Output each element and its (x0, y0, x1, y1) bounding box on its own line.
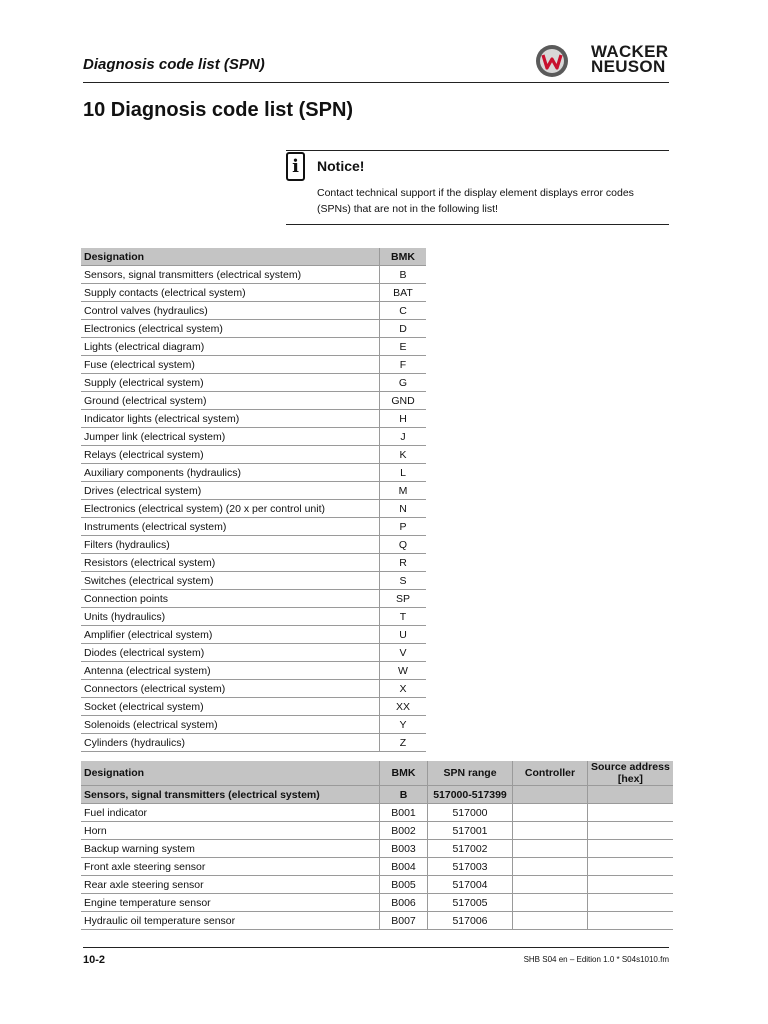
cell-designation: Lights (electrical diagram) (81, 338, 380, 356)
cell-bmk: Y (380, 716, 427, 734)
cell-designation: Connectors (electrical system) (81, 680, 380, 698)
cell-bmk: S (380, 572, 427, 590)
cell-spn: 517003 (428, 858, 513, 876)
cell-bmk: H (380, 410, 427, 428)
spn-table (81, 761, 673, 930)
table-row (81, 428, 426, 446)
cell-bmk: Q (380, 536, 427, 554)
cell-designation: Relays (electrical system) (81, 446, 380, 464)
table-row (81, 590, 426, 608)
table-row (81, 876, 673, 894)
cell-bmk: Z (380, 734, 427, 752)
cell-designation: Switches (electrical system) (81, 572, 380, 590)
table-row (81, 266, 426, 284)
cell-bmk: N (380, 500, 427, 518)
cell-bmk: B001 (380, 804, 428, 822)
table-row (81, 912, 673, 930)
cell-bmk: B006 (380, 894, 428, 912)
column-header-controller: Controller (513, 761, 588, 786)
cell-designation: Cylinders (hydraulics) (81, 734, 380, 752)
table-row (81, 374, 426, 392)
group-designation: Sensors, signal transmitters (electrical system) (81, 786, 380, 804)
table-header-row (81, 248, 426, 266)
cell-controller (513, 858, 588, 876)
table-row (81, 894, 673, 912)
table-row (81, 662, 426, 680)
cell-designation: Sensors, signal transmitters (electrical system) (81, 266, 380, 284)
cell-controller (513, 894, 588, 912)
cell-bmk: GND (380, 392, 427, 410)
cell-spn: 517001 (428, 822, 513, 840)
cell-source-address (588, 804, 673, 822)
cell-controller (513, 876, 588, 894)
group-source-address (588, 786, 673, 804)
table-row (81, 804, 673, 822)
cell-bmk: C (380, 302, 427, 320)
cell-bmk: L (380, 464, 427, 482)
cell-bmk: XX (380, 698, 427, 716)
table-row (81, 554, 426, 572)
table-row (81, 572, 426, 590)
cell-designation: Electronics (electrical system) (20 x per control unit) (81, 500, 380, 518)
cell-designation: Front axle steering sensor (81, 858, 380, 876)
table-row (81, 840, 673, 858)
notice-bottom-rule (286, 224, 669, 225)
cell-bmk: SP (380, 590, 427, 608)
table-row (81, 410, 426, 428)
table-row (81, 858, 673, 876)
cell-bmk: X (380, 680, 427, 698)
cell-bmk: T (380, 608, 427, 626)
cell-designation: Resistors (electrical system) (81, 554, 380, 572)
edition-info: SHB S04 en – Edition 1.0 * S04s1010.fm (523, 955, 669, 964)
notice-heading: Notice! (317, 158, 365, 174)
table-row (81, 482, 426, 500)
header-rule (83, 82, 669, 83)
cell-spn: 517006 (428, 912, 513, 930)
cell-designation: Diodes (electrical system) (81, 644, 380, 662)
cell-designation: Jumper link (electrical system) (81, 428, 380, 446)
column-header-designation: Designation (81, 761, 380, 786)
cell-source-address (588, 840, 673, 858)
cell-bmk: J (380, 428, 427, 446)
cell-designation: Units (hydraulics) (81, 608, 380, 626)
cell-bmk: BAT (380, 284, 427, 302)
table-row (81, 464, 426, 482)
cell-designation: Hydraulic oil temperature sensor (81, 912, 380, 930)
cell-designation: Fuel indicator (81, 804, 380, 822)
cell-bmk: B002 (380, 822, 428, 840)
cell-bmk: E (380, 338, 427, 356)
cell-controller (513, 912, 588, 930)
table-row (81, 680, 426, 698)
table-row (81, 536, 426, 554)
table-row (81, 734, 426, 752)
column-header-designation: Designation (81, 248, 380, 266)
cell-spn: 517000 (428, 804, 513, 822)
cell-spn: 517005 (428, 894, 513, 912)
table-row (81, 320, 426, 338)
cell-designation: Indicator lights (electrical system) (81, 410, 380, 428)
logo-emblem-icon (535, 44, 569, 78)
cell-designation: Ground (electrical system) (81, 392, 380, 410)
cell-controller (513, 804, 588, 822)
cell-designation: Rear axle steering sensor (81, 876, 380, 894)
cell-designation: Solenoids (electrical system) (81, 716, 380, 734)
cell-bmk: B (380, 266, 427, 284)
page-number: 10-2 (83, 954, 106, 966)
notice-text: Contact technical support if the display element displays error codes (SPNs) that are not in the following list! (317, 187, 634, 215)
table-row (81, 716, 426, 734)
cell-designation: Backup warning system (81, 840, 380, 858)
group-controller (513, 786, 588, 804)
cell-designation: Instruments (electrical system) (81, 518, 380, 536)
column-header-spn-range: SPN range (428, 761, 513, 786)
table-row (81, 822, 673, 840)
cell-designation: Supply (electrical system) (81, 374, 380, 392)
table-row (81, 698, 426, 716)
cell-controller (513, 822, 588, 840)
group-bmk: B (380, 786, 428, 804)
table-row (81, 644, 426, 662)
cell-designation: Electronics (electrical system) (81, 320, 380, 338)
cell-designation: Supply contacts (electrical system) (81, 284, 380, 302)
cell-designation: Control valves (hydraulics) (81, 302, 380, 320)
cell-source-address (588, 822, 673, 840)
column-header-bmk: BMK (380, 248, 427, 266)
logo-wordmark: WACKER NEUSON (591, 42, 669, 76)
cell-designation: Antenna (electrical system) (81, 662, 380, 680)
cell-bmk: B004 (380, 858, 428, 876)
column-header-source-address: Source address [hex] (588, 761, 673, 786)
cell-bmk: W (380, 662, 427, 680)
notice-top-rule (286, 150, 669, 151)
cell-designation: Socket (electrical system) (81, 698, 380, 716)
cell-designation: Filters (hydraulics) (81, 536, 380, 554)
cell-designation: Auxiliary components (hydraulics) (81, 464, 380, 482)
table-row (81, 356, 426, 374)
column-header-bmk: BMK (380, 761, 428, 786)
cell-bmk: M (380, 482, 427, 500)
table-row (81, 338, 426, 356)
wacker-neuson-logo (533, 42, 673, 82)
cell-spn: 517002 (428, 840, 513, 858)
cell-bmk: G (380, 374, 427, 392)
cell-designation: Amplifier (electrical system) (81, 626, 380, 644)
cell-controller (513, 840, 588, 858)
table-row (81, 302, 426, 320)
cell-source-address (588, 912, 673, 930)
table-row (81, 608, 426, 626)
cell-designation: Fuse (electrical system) (81, 356, 380, 374)
cell-designation: Engine temperature sensor (81, 894, 380, 912)
group-spn-range: 517000-517399 (428, 786, 513, 804)
table-row (81, 626, 426, 644)
cell-source-address (588, 876, 673, 894)
cell-source-address (588, 858, 673, 876)
cell-bmk: B003 (380, 840, 428, 858)
cell-bmk: B007 (380, 912, 428, 930)
info-icon: i (286, 152, 305, 181)
cell-bmk: P (380, 518, 427, 536)
cell-designation: Horn (81, 822, 380, 840)
cell-designation: Drives (electrical system) (81, 482, 380, 500)
cell-spn: 517004 (428, 876, 513, 894)
cell-bmk: U (380, 626, 427, 644)
table-row (81, 392, 426, 410)
running-title: Diagnosis code list (SPN) (83, 56, 265, 73)
cell-bmk: D (380, 320, 427, 338)
cell-designation: Connection points (81, 590, 380, 608)
table-row (81, 518, 426, 536)
group-row (81, 786, 673, 804)
table-row (81, 446, 426, 464)
cell-source-address (588, 894, 673, 912)
cell-bmk: K (380, 446, 427, 464)
chapter-title: 10 Diagnosis code list (SPN) (83, 99, 354, 121)
cell-bmk: R (380, 554, 427, 572)
cell-bmk: B005 (380, 876, 428, 894)
bmk-table (81, 248, 426, 752)
table-row (81, 500, 426, 518)
table-row (81, 284, 426, 302)
cell-bmk: F (380, 356, 427, 374)
table-header-row (81, 761, 673, 786)
cell-bmk: V (380, 644, 427, 662)
footer-rule (83, 947, 669, 948)
